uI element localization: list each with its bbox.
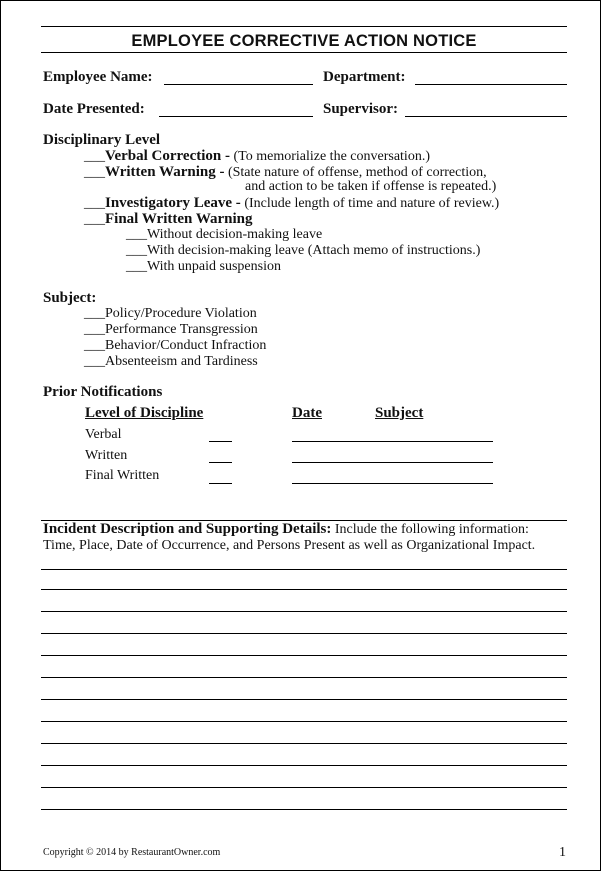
investigatory-leave-option[interactable] <box>84 195 499 212</box>
final-option-without-leave[interactable] <box>126 227 322 243</box>
subject-item-label: Performance Transgression <box>105 322 258 337</box>
title-rule-top <box>41 26 567 27</box>
date-presented-field[interactable] <box>159 116 313 117</box>
prior-row-label: Written <box>85 448 128 463</box>
form-title: EMPLOYEE CORRECTIVE ACTION NOTICE <box>131 32 477 50</box>
final-option-blank: ___ <box>126 259 147 274</box>
date-presented-label: Date Presented: <box>43 101 145 117</box>
verbal-correction-desc: (To memorialize the conversation.) <box>233 149 430 164</box>
subject-item[interactable] <box>84 306 257 322</box>
subject-item[interactable] <box>84 338 266 354</box>
title-rule-bottom <box>41 52 567 53</box>
final-option-blank: ___ <box>126 227 147 242</box>
col-date: Date <box>292 405 322 421</box>
incident-line[interactable] <box>41 721 567 722</box>
incident-line[interactable] <box>41 677 567 678</box>
incident-heading: Incident Description and Supporting Details: <box>43 521 332 537</box>
prior-row-date-subject-field[interactable] <box>292 441 493 442</box>
incident-line[interactable] <box>41 655 567 656</box>
verbal-correction-label: Verbal Correction - <box>105 148 230 164</box>
prior-notifications-heading: Prior Notifications <box>43 384 163 400</box>
prior-row-label: Final Written <box>85 468 160 483</box>
supervisor-label: Supervisor: <box>323 101 398 117</box>
prior-row-check[interactable] <box>209 441 232 442</box>
final-option-label: With unpaid suspension <box>147 259 281 274</box>
employee-name-label: Employee Name: <box>43 69 153 85</box>
subject-item-label: Policy/Procedure Violation <box>105 306 257 321</box>
subject-item-blank: ___ <box>84 306 105 321</box>
written-warning-desc-1: (State nature of offense, method of correction, <box>227 165 487 180</box>
subject-item[interactable] <box>84 322 258 338</box>
subject-item-label: Absenteeism and Tardiness <box>105 354 258 369</box>
page-number: 1 <box>559 845 566 860</box>
prior-row-date-subject-field[interactable] <box>292 483 493 484</box>
prior-row-label: Verbal <box>85 427 122 442</box>
written-warning-blank: ___ <box>84 165 105 180</box>
prior-row-date-subject-field[interactable] <box>292 462 493 463</box>
subject-heading: Subject: <box>43 290 97 306</box>
verbal-correction-blank: ___ <box>84 149 105 164</box>
final-written-warning-label: Final Written Warning <box>105 211 253 227</box>
col-subject: Subject <box>375 405 424 421</box>
subject-item[interactable] <box>84 354 258 370</box>
final-written-warning-blank: ___ <box>84 212 105 227</box>
final-option-unpaid-suspension[interactable] <box>126 259 281 275</box>
incident-line[interactable] <box>41 569 567 570</box>
final-option-label: Without decision-making leave <box>147 227 323 242</box>
written-warning-label: Written Warning - <box>105 164 225 180</box>
incident-line[interactable] <box>41 787 567 788</box>
incident-line[interactable] <box>41 699 567 700</box>
investigatory-leave-desc: (Include length of time and nature of review.) <box>244 196 500 211</box>
written-warning-desc-2: and action to be taken if offense is repeated.) <box>245 179 497 194</box>
subject-item-blank: ___ <box>84 354 105 369</box>
incident-line[interactable] <box>41 589 567 590</box>
employee-name-field[interactable] <box>164 84 313 85</box>
prior-row-check[interactable] <box>209 483 232 484</box>
prior-row-check[interactable] <box>209 462 232 463</box>
incident-description <box>43 521 543 554</box>
final-option-blank: ___ <box>126 243 147 258</box>
department-label: Department: <box>323 69 406 85</box>
incident-line[interactable] <box>41 765 567 766</box>
incident-line[interactable] <box>41 809 567 810</box>
disciplinary-level-heading: Disciplinary Level <box>43 132 161 148</box>
subject-item-blank: ___ <box>84 338 105 353</box>
incident-line[interactable] <box>41 611 567 612</box>
col-level-of-discipline: Level of Discipline <box>85 405 204 421</box>
subject-item-label: Behavior/Conduct Infraction <box>105 338 267 353</box>
final-option-with-leave[interactable] <box>126 243 480 259</box>
final-option-label: With decision-making leave (Attach memo of instructions.) <box>147 243 481 258</box>
verbal-correction-option[interactable] <box>84 148 430 165</box>
incident-instructions: Include the following information: Time, Place, Date of Occurrence, and Persons Present as well as Organizational Impact. <box>43 522 536 553</box>
final-written-warning-option[interactable] <box>84 211 253 228</box>
incident-line[interactable] <box>41 633 567 634</box>
department-field[interactable] <box>415 84 567 85</box>
copyright-footer: Copyright © 2014 by RestaurantOwner.com <box>43 847 221 858</box>
investigatory-leave-label: Investigatory Leave - <box>105 195 241 211</box>
subject-item-blank: ___ <box>84 322 105 337</box>
supervisor-field[interactable] <box>405 116 567 117</box>
incident-line[interactable] <box>41 743 567 744</box>
investigatory-leave-blank: ___ <box>84 196 105 211</box>
